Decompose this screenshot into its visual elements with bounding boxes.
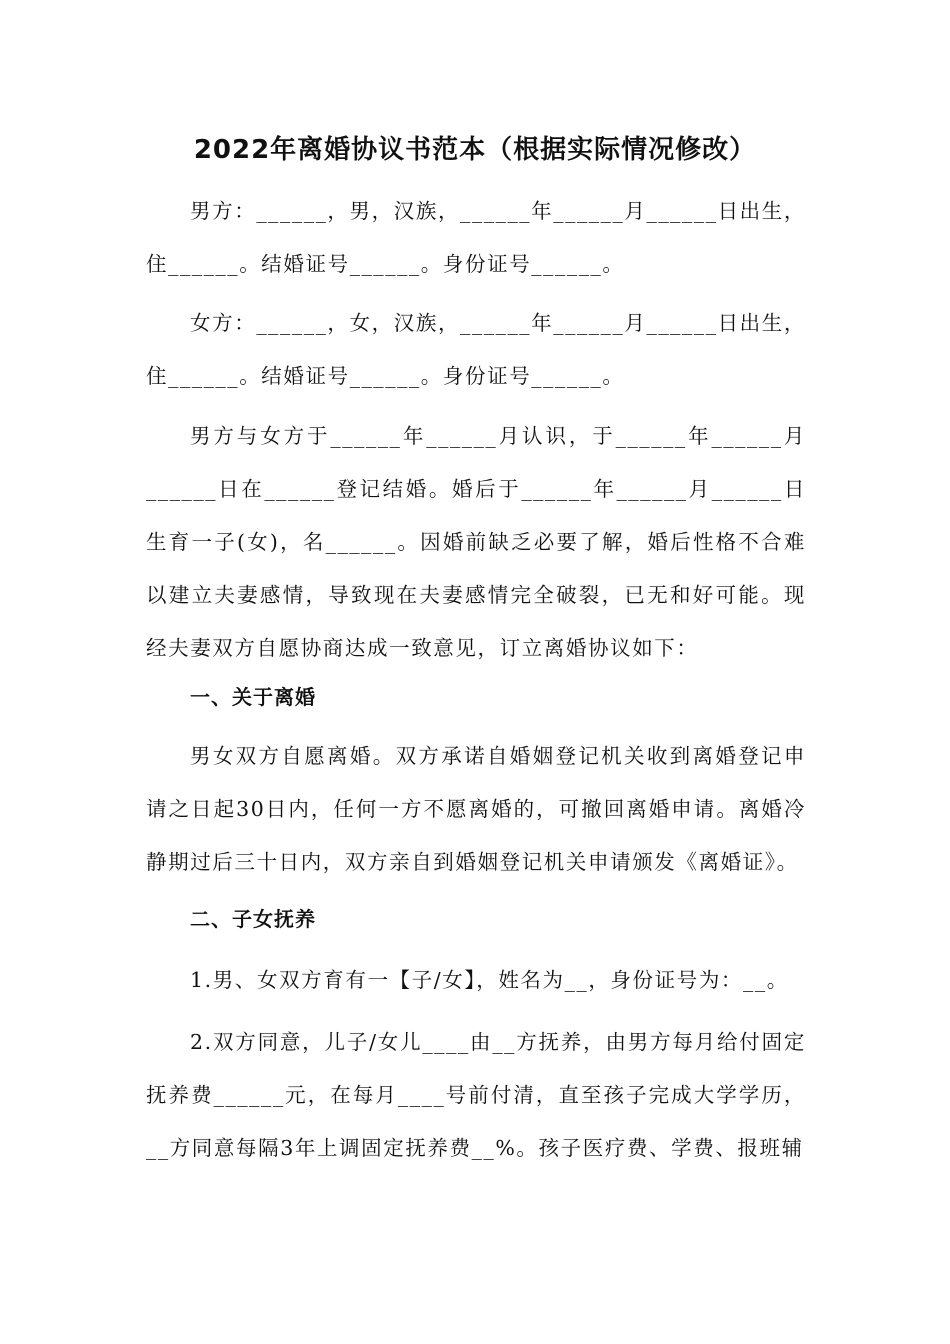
document-title: 2022年离婚协议书范本（根据实际情况修改） (193, 135, 757, 165)
child-clause-1: 1.男、女双方育有一【子/女】，姓名为__，身份证号为：__。 (190, 968, 789, 992)
marriage-background-paragraph: 男方与女方于______年______月认识，于______年______月______日在______登记结婚。婚后于______年______月______日生育一子(女)，名______。因婚前缺乏必要了解，婚后性格不合难以建立夫妻感情，导致现在夫妻感情完全破裂，已无和好可能。现经夫妻双方自愿协商达成一致意见，订立离婚协议如下： (146, 424, 806, 660)
woman-info-paragraph: 女方：______，女，汉族，______年______月______日出生，住______。结婚证号______。身份证号______。 (146, 311, 806, 388)
man-info-paragraph: 男方：______，男，汉族，______年______月______日出生，住______。结婚证号______。身份证号______。 (146, 199, 806, 276)
child-clause-2: 2.双方同意，儿子/女儿____由__方抚养，由男方每月给付固定抚养费______元，在每月____号前付清，直至孩子完成大学学历，__方同意每隔3年上调固定抚养费__%。孩子医疗费、学费、报班辅 (146, 1030, 806, 1160)
divorce-paragraph: 男女双方自愿离婚。双方承诺自婚姻登记机关收到离婚登记申请之日起30日内，任何一方不愿离婚的，可撤回离婚申请。离婚冷静期过后三十日内，双方亲自到婚姻登记机关申请颁发《离婚证》。 (146, 744, 806, 874)
section-heading-divorce: 一、关于离婚 (190, 685, 316, 709)
section-heading-child: 二、子女抚养 (190, 907, 316, 931)
